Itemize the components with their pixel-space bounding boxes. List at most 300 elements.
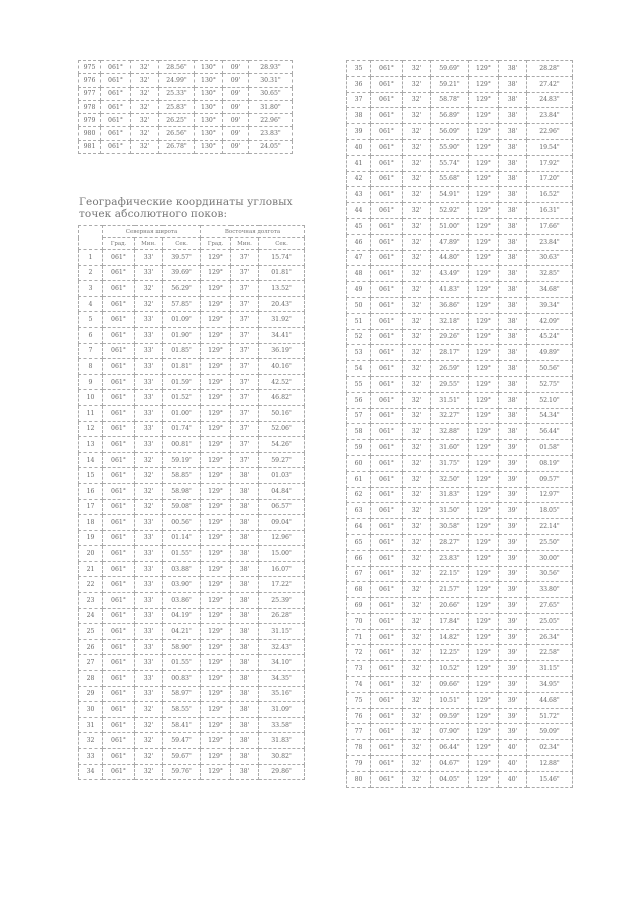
table-cell: 37' <box>231 390 259 406</box>
table-cell: 50 <box>347 297 371 313</box>
table-cell: 061° <box>103 437 135 453</box>
table-row <box>347 613 573 629</box>
table-cell: 39' <box>499 471 527 487</box>
table-row <box>79 468 305 484</box>
table-cell: 37' <box>231 281 259 297</box>
table-cell: 33 <box>79 749 103 765</box>
table-cell: 061° <box>101 140 131 153</box>
table-cell: 43.49" <box>431 266 469 282</box>
table-cell: 129° <box>201 499 231 515</box>
table-cell: 39' <box>499 534 527 550</box>
table-row <box>347 171 573 187</box>
header-sub: Мин. <box>231 238 259 250</box>
table-cell: 129° <box>469 424 499 440</box>
table-cell: 56.89" <box>431 108 469 124</box>
table-cell: 129° <box>469 139 499 155</box>
table-row <box>79 655 305 671</box>
table-cell: 129° <box>201 561 231 577</box>
table-cell: 30.56" <box>527 566 573 582</box>
table-row <box>79 250 305 266</box>
table-cell: 74 <box>347 677 371 693</box>
table-cell: 061° <box>371 76 403 92</box>
table-row <box>347 582 573 598</box>
table-cell: 32' <box>403 503 431 519</box>
table-cell: 39' <box>499 645 527 661</box>
table-cell: 4 <box>79 296 103 312</box>
table-cell: 38 <box>347 108 371 124</box>
table-cell: 32' <box>131 74 159 87</box>
table-cell: 30.00" <box>527 550 573 566</box>
table-cell: 26.34" <box>527 629 573 645</box>
table-cell: 33' <box>135 312 163 328</box>
table-cell: 01.00" <box>163 405 201 421</box>
table-cell: 22.14" <box>527 519 573 535</box>
table-row <box>347 313 573 329</box>
table-cell: 061° <box>103 749 135 765</box>
table-cell: 22.15" <box>431 566 469 582</box>
table-cell: 31.50" <box>431 503 469 519</box>
table-cell: 54.34" <box>527 408 573 424</box>
table-cell: 129° <box>201 608 231 624</box>
table-cell: 38' <box>499 392 527 408</box>
table-cell: 32' <box>403 455 431 471</box>
table-cell: 28.17" <box>431 345 469 361</box>
table-cell: 32' <box>403 756 431 772</box>
table-cell: 51 <box>347 313 371 329</box>
table-cell: 59.69" <box>431 61 469 77</box>
table-cell: 32' <box>403 740 431 756</box>
table-cell: 975 <box>79 61 101 74</box>
table-cell: 49.89" <box>527 345 573 361</box>
table-cell: 129° <box>469 613 499 629</box>
table-cell: 129° <box>201 671 231 687</box>
table-cell: 061° <box>371 756 403 772</box>
table-cell: 16.31" <box>527 203 573 219</box>
table-body <box>79 61 293 154</box>
table-cell: 21.57" <box>431 582 469 598</box>
table-cell: 26.78" <box>159 140 195 153</box>
table-cell: 57 <box>347 408 371 424</box>
table-cell: 061° <box>103 421 135 437</box>
table-cell: 061° <box>103 312 135 328</box>
header-north: Северная широта <box>103 226 201 238</box>
table-cell: 71 <box>347 629 371 645</box>
table-row <box>79 733 305 749</box>
table-body <box>79 250 305 780</box>
table-row <box>347 771 573 787</box>
table-cell: 31.80" <box>249 100 293 113</box>
table-row <box>79 561 305 577</box>
table-cell: 17.84" <box>431 613 469 629</box>
table-row <box>79 437 305 453</box>
table-cell: 26.59" <box>431 361 469 377</box>
table-row <box>347 724 573 740</box>
table-cell: 129° <box>469 61 499 77</box>
table-cell: 32' <box>131 87 159 100</box>
table-cell: 38' <box>231 671 259 687</box>
table-cell: 38' <box>231 530 259 546</box>
table-cell: 061° <box>103 593 135 609</box>
table-cell: 36.19" <box>259 343 305 359</box>
table-cell: 32' <box>403 677 431 693</box>
table-cell: 34.41" <box>259 327 305 343</box>
table-cell: 20.66" <box>431 598 469 614</box>
table-cell: 54.26" <box>259 437 305 453</box>
table-cell: 32' <box>403 361 431 377</box>
table-cell: 38' <box>231 515 259 531</box>
table-cell: 33' <box>135 671 163 687</box>
table-cell: 129° <box>469 234 499 250</box>
table-cell: 061° <box>103 483 135 499</box>
table-cell: 24.05" <box>249 140 293 153</box>
table-cell: 25.39" <box>259 593 305 609</box>
table-cell: 129° <box>469 218 499 234</box>
table-cell: 45.24" <box>527 329 573 345</box>
table-cell: 061° <box>103 265 135 281</box>
table-cell: 129° <box>201 390 231 406</box>
table-cell: 32' <box>131 127 159 140</box>
table-cell: 40' <box>499 771 527 787</box>
table-cell: 061° <box>371 645 403 661</box>
table-cell: 01.14" <box>163 530 201 546</box>
table-cell: 32' <box>403 108 431 124</box>
table-cell: 32.50" <box>431 471 469 487</box>
table-cell: 48 <box>347 266 371 282</box>
table-cell: 061° <box>103 717 135 733</box>
table-cell: 38' <box>499 234 527 250</box>
table-cell: 6 <box>79 327 103 343</box>
table-cell: 061° <box>103 686 135 702</box>
table-cell: 30.82" <box>259 749 305 765</box>
table-cell: 32' <box>403 629 431 645</box>
table-cell: 35.16" <box>259 686 305 702</box>
table-row <box>79 421 305 437</box>
table-cell: 8 <box>79 359 103 375</box>
table-cell: 39' <box>499 550 527 566</box>
table-cell: 38' <box>231 577 259 593</box>
table-row <box>79 374 305 390</box>
table-cell: 061° <box>371 598 403 614</box>
table-cell: 129° <box>469 708 499 724</box>
table-row <box>347 203 573 219</box>
table-cell: 12.25" <box>431 645 469 661</box>
table-cell: 28 <box>79 671 103 687</box>
table-cell: 79 <box>347 756 371 772</box>
table-cell: 38' <box>231 593 259 609</box>
table-cell: 061° <box>101 74 131 87</box>
table-cell: 24.83" <box>527 92 573 108</box>
table-cell: 59.09" <box>527 724 573 740</box>
table-cell: 129° <box>469 724 499 740</box>
table-cell: 32' <box>135 702 163 718</box>
table-cell: 980 <box>79 127 101 140</box>
table-cell: 32' <box>403 613 431 629</box>
table-cell: 061° <box>371 282 403 298</box>
table-cell: 36 <box>347 76 371 92</box>
table-cell: 54 <box>347 361 371 377</box>
table-cell: 10.51" <box>431 692 469 708</box>
table-row <box>79 546 305 562</box>
table-cell: 061° <box>371 677 403 693</box>
table-row <box>347 408 573 424</box>
table-cell: 58.97" <box>163 686 201 702</box>
table-cell: 33' <box>135 593 163 609</box>
table-cell: 061° <box>103 296 135 312</box>
table-cell: 04.05" <box>431 771 469 787</box>
table-row <box>347 487 573 503</box>
table-cell: 129° <box>469 171 499 187</box>
table-cell: 061° <box>371 171 403 187</box>
table-cell: 16.52" <box>527 187 573 203</box>
table-cell: 04.84" <box>259 483 305 499</box>
table-cell: 32' <box>403 266 431 282</box>
table-cell: 061° <box>371 313 403 329</box>
table-cell: 00.81" <box>163 437 201 453</box>
table-cell: 55 <box>347 376 371 392</box>
table-cell: 061° <box>103 702 135 718</box>
table-cell: 38' <box>499 171 527 187</box>
table-row <box>79 312 305 328</box>
table-cell: 061° <box>371 455 403 471</box>
table-cell: 129° <box>201 717 231 733</box>
table-cell: 129° <box>469 582 499 598</box>
table-cell: 129° <box>469 440 499 456</box>
table-cell: 52.92" <box>431 203 469 219</box>
table-row <box>79 686 305 702</box>
table-cell: 28.27" <box>431 534 469 550</box>
table-cell: 32' <box>403 124 431 140</box>
table-cell: 061° <box>371 440 403 456</box>
table-cell: 38' <box>231 499 259 515</box>
table-cell: 129° <box>469 266 499 282</box>
table-cell: 32' <box>403 392 431 408</box>
table-cell: 52 <box>347 329 371 345</box>
table-cell: 29.86" <box>259 764 305 780</box>
table-cell: 04.67" <box>431 756 469 772</box>
table-cell: 39.57" <box>163 250 201 266</box>
table-cell: 129° <box>469 345 499 361</box>
table-cell: 32' <box>135 483 163 499</box>
table-cell: 31.60" <box>431 440 469 456</box>
table-cell: 61 <box>347 471 371 487</box>
table-cell: 061° <box>371 661 403 677</box>
table-cell: 129° <box>469 76 499 92</box>
table-row <box>347 234 573 250</box>
table-cell: 32' <box>403 155 431 171</box>
table-row <box>347 756 573 772</box>
table-cell: 38' <box>231 686 259 702</box>
table-cell: 52.06" <box>259 421 305 437</box>
table-cell: 70 <box>347 613 371 629</box>
table-cell: 061° <box>103 561 135 577</box>
table-cell: 59 <box>347 440 371 456</box>
table-cell: 061° <box>371 361 403 377</box>
table-cell: 31.83" <box>259 733 305 749</box>
table-cell: 2 <box>79 265 103 281</box>
table-cell: 061° <box>371 155 403 171</box>
table-row <box>347 139 573 155</box>
table-row <box>347 519 573 535</box>
table-cell: 44.80" <box>431 250 469 266</box>
table-cell: 10.52" <box>431 661 469 677</box>
table-cell: 33' <box>135 624 163 640</box>
table-cell: 64 <box>347 519 371 535</box>
table-row <box>347 61 573 77</box>
table-cell: 25.33" <box>159 87 195 100</box>
table-cell: 129° <box>469 250 499 266</box>
table-cell: 01.59" <box>163 374 201 390</box>
table-cell: 32.85" <box>527 266 573 282</box>
table-cell: 09' <box>223 87 249 100</box>
table-cell: 29 <box>79 686 103 702</box>
table-cell: 72 <box>347 645 371 661</box>
table-cell: 33' <box>135 405 163 421</box>
table-cell: 32' <box>403 566 431 582</box>
table-cell: 061° <box>371 708 403 724</box>
table-cell: 33' <box>135 343 163 359</box>
table-row <box>347 645 573 661</box>
table-cell: 39' <box>499 661 527 677</box>
table-cell: 32' <box>403 471 431 487</box>
table-cell: 130° <box>195 61 223 74</box>
table-cell: 62 <box>347 487 371 503</box>
table-cell: 32' <box>403 692 431 708</box>
table-cell: 04.21" <box>163 624 201 640</box>
table-cell: 129° <box>201 749 231 765</box>
table-row <box>79 593 305 609</box>
table-cell: 26.28" <box>259 608 305 624</box>
table-cell: 28.28" <box>527 61 573 77</box>
table-cell: 061° <box>371 566 403 582</box>
table-cell: 28.93" <box>249 61 293 74</box>
table-cell: 129° <box>201 577 231 593</box>
table-row <box>79 127 293 140</box>
table-cell: 129° <box>469 392 499 408</box>
table-cell: 32' <box>135 717 163 733</box>
table-cell: 38' <box>499 187 527 203</box>
table-cell: 23 <box>79 593 103 609</box>
table-cell: 33' <box>135 608 163 624</box>
table-row <box>347 677 573 693</box>
table-cell: 12 <box>79 421 103 437</box>
table-cell: 129° <box>201 327 231 343</box>
table-cell: 01.81" <box>163 359 201 375</box>
table-cell: 38' <box>231 624 259 640</box>
table-cell: 32' <box>403 424 431 440</box>
table-row <box>79 281 305 297</box>
table-cell: 32.27" <box>431 408 469 424</box>
table-cell: 33' <box>135 421 163 437</box>
table-cell: 10 <box>79 390 103 406</box>
table-cell: 061° <box>371 345 403 361</box>
heading-line-1: Географические координаты угловых <box>79 196 293 208</box>
table-cell: 01.52" <box>163 390 201 406</box>
table-cell: 129° <box>469 155 499 171</box>
table-cell: 38' <box>231 764 259 780</box>
table-cell: 38' <box>499 345 527 361</box>
table-row <box>79 671 305 687</box>
table-row <box>79 140 293 153</box>
table-cell: 25.50" <box>527 534 573 550</box>
table-cell: 129° <box>469 471 499 487</box>
table-cell: 32' <box>135 468 163 484</box>
table-cell: 32' <box>403 550 431 566</box>
table-cell: 33' <box>135 639 163 655</box>
table-cell: 32' <box>403 771 431 787</box>
table-row <box>79 390 305 406</box>
table-cell: 38' <box>499 376 527 392</box>
table-cell: 129° <box>469 519 499 535</box>
header-sub: Град. <box>201 238 231 250</box>
table-cell: 09' <box>223 140 249 153</box>
table-cell: 38' <box>231 733 259 749</box>
table-cell: 23.83" <box>249 127 293 140</box>
table-row <box>347 708 573 724</box>
table-cell: 07.90" <box>431 724 469 740</box>
table-cell: 41.83" <box>431 282 469 298</box>
table-cell: 32' <box>131 140 159 153</box>
table-cell: 37' <box>231 359 259 375</box>
table-cell: 061° <box>371 234 403 250</box>
table-cell: 01.03" <box>259 468 305 484</box>
table-cell: 33' <box>135 390 163 406</box>
table-cell: 57.85" <box>163 296 201 312</box>
table-cell: 56.29" <box>163 281 201 297</box>
table-cell: 17.66" <box>527 218 573 234</box>
table-cell: 37' <box>231 437 259 453</box>
table-cell: 23.84" <box>527 108 573 124</box>
table-cell: 49 <box>347 282 371 298</box>
table-cell: 061° <box>103 515 135 531</box>
table-row <box>347 124 573 140</box>
table-cell: 061° <box>103 327 135 343</box>
table-cell: 73 <box>347 661 371 677</box>
table-cell: 18.05" <box>527 503 573 519</box>
table-cell: 129° <box>201 250 231 266</box>
table-cell: 129° <box>469 566 499 582</box>
table-cell: 28.56" <box>159 61 195 74</box>
table-cell: 59.47" <box>163 733 201 749</box>
table-row <box>79 483 305 499</box>
table-cell: 37' <box>231 250 259 266</box>
table-cell: 32' <box>403 440 431 456</box>
table-row <box>347 76 573 92</box>
table-cell: 38' <box>231 702 259 718</box>
table-cell: 39' <box>499 692 527 708</box>
table-cell: 45 <box>347 218 371 234</box>
table-cell: 24.99" <box>159 74 195 87</box>
table-cell: 32' <box>135 749 163 765</box>
table-cell: 976 <box>79 74 101 87</box>
table-cell: 56.09" <box>431 124 469 140</box>
table-cell: 42.09" <box>527 313 573 329</box>
table-cell: 51.72" <box>527 708 573 724</box>
table-cell: 09.66" <box>431 677 469 693</box>
table-cell: 01.55" <box>163 655 201 671</box>
table-row <box>347 376 573 392</box>
table-cell: 59.21" <box>431 76 469 92</box>
table-cell: 17.92" <box>527 155 573 171</box>
table-cell: 33' <box>135 359 163 375</box>
table-cell: 26.25" <box>159 114 195 127</box>
table-cell: 129° <box>201 483 231 499</box>
table-row <box>79 265 305 281</box>
table-cell: 32' <box>403 282 431 298</box>
table-cell: 58.90" <box>163 639 201 655</box>
table-row <box>347 92 573 108</box>
table-cell: 129° <box>201 374 231 390</box>
table-cell: 129° <box>469 645 499 661</box>
